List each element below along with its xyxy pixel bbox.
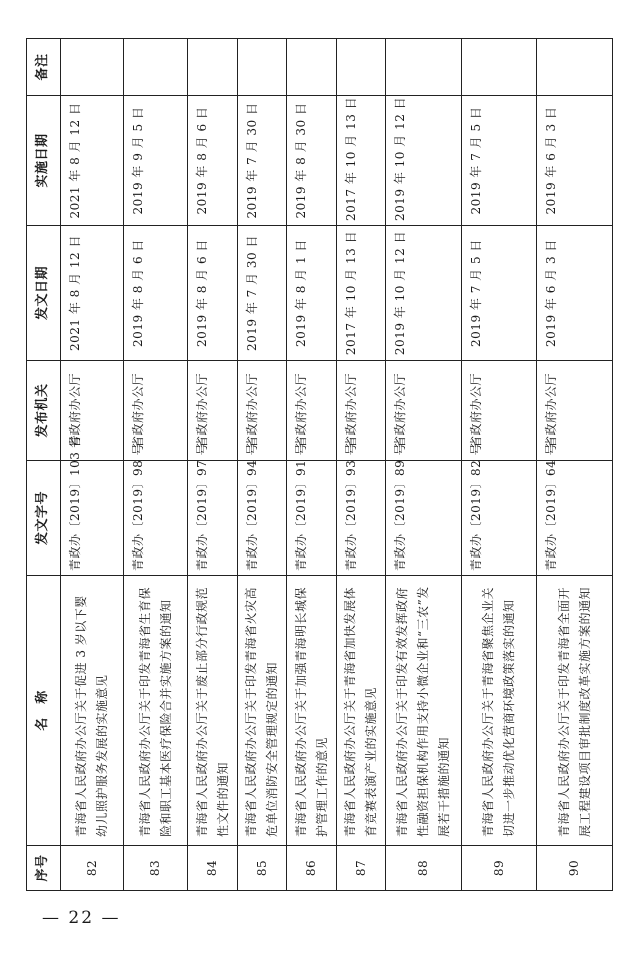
cell-effective-date: 2019 年 8 月 6 日 [188, 96, 238, 226]
header-issue-date: 发文日期 [27, 226, 61, 361]
table-row [462, 39, 537, 891]
cell-effective-date: 2019 年 7 月 30 日 [237, 96, 287, 226]
cell-seq: 85 [237, 846, 287, 891]
cell-doc-no: 青政办〔2019〕82 号 [462, 461, 537, 576]
table-header-row [27, 39, 61, 891]
cell-issue-date: 2019 年 8 月 6 日 [124, 226, 188, 361]
cell-issuer: 省政府办公厅 [237, 361, 287, 461]
cell-seq: 84 [188, 846, 238, 891]
regulations-table [26, 38, 613, 891]
cell-remarks [287, 39, 337, 96]
table-row [386, 39, 462, 891]
cell-effective-date: 2019 年 6 月 3 日 [537, 96, 613, 226]
cell-remarks [188, 39, 238, 96]
cell-doc-no: 青政办〔2019〕98 号 [124, 461, 188, 576]
cell-effective-date: 2021 年 8 月 12 日 [61, 96, 124, 226]
cell-issue-date: 2021 年 8 月 12 日 [61, 226, 124, 361]
cell-name: 青海省人民政府办公厅关于废止部分行政规范性文件的通知 [188, 576, 238, 846]
cell-name: 青海省人民政府办公厅关于印发有效发挥政府性融资担保机构作用支持小微企业和“三农”发展若干措施的通知 [386, 576, 462, 846]
cell-effective-date: 2019 年 9 月 5 日 [124, 96, 188, 226]
table-row [287, 39, 337, 891]
cell-effective-date: 2017 年 10 月 13 日 [336, 96, 386, 226]
cell-name: 青海省人民政府办公厅关于加强青海明长城保护管理工作的意见 [287, 576, 337, 846]
cell-issue-date: 2019 年 8 月 6 日 [188, 226, 238, 361]
cell-issuer: 省政府办公厅 [61, 361, 124, 461]
cell-remarks [336, 39, 386, 96]
table-row [61, 39, 124, 891]
cell-name: 青海省人民政府办公厅关于印发青海省火灾高危单位消防安全管理规定的通知 [237, 576, 287, 846]
table-row [188, 39, 238, 891]
cell-doc-no: 青政办〔2019〕103 号 [61, 461, 124, 576]
cell-remarks [237, 39, 287, 96]
cell-name: 青海省人民政府办公厅关于印发青海省全面开展工程建设项目审批制度改革实施方案的通知 [537, 576, 613, 846]
cell-seq: 89 [462, 846, 537, 891]
cell-issue-date: 2019 年 7 月 5 日 [462, 226, 537, 361]
header-name: 名 称 [27, 576, 61, 846]
cell-seq: 90 [537, 846, 613, 891]
cell-remarks [386, 39, 462, 96]
cell-effective-date: 2019 年 10 月 12 日 [386, 96, 462, 226]
cell-name: 青海省人民政府办公厅关于印发青海省生育保险和职工基本医疗保险合并实施方案的通知 [124, 576, 188, 846]
cell-doc-no: 青政办〔2019〕91 号 [287, 461, 337, 576]
cell-issuer: 省政府办公厅 [462, 361, 537, 461]
cell-remarks [537, 39, 613, 96]
cell-doc-no: 青政办〔2019〕94 号 [237, 461, 287, 576]
cell-remarks [462, 39, 537, 96]
rotated-table-wrapper [26, 39, 613, 891]
cell-seq: 87 [336, 846, 386, 891]
table-row [124, 39, 188, 891]
cell-seq: 82 [61, 846, 124, 891]
table-row [336, 39, 386, 891]
table-row [537, 39, 613, 891]
header-issuer: 发布机关 [27, 361, 61, 461]
cell-doc-no: 青政办〔2019〕64 号 [537, 461, 613, 576]
cell-seq: 83 [124, 846, 188, 891]
header-doc-no: 发文字号 [27, 461, 61, 576]
cell-doc-no: 青政办〔2019〕89 号 [386, 461, 462, 576]
cell-name: 青海省人民政府办公厅关于青海省聚焦企业关切进一步推动优化营商环境政策落实的通知 [462, 576, 537, 846]
page-number: — 22 — [42, 908, 121, 928]
cell-issuer: 省政府办公厅 [386, 361, 462, 461]
cell-remarks [61, 39, 124, 96]
cell-seq: 86 [287, 846, 337, 891]
header-effective-date: 实施日期 [27, 96, 61, 226]
cell-issuer: 省政府办公厅 [287, 361, 337, 461]
cell-remarks [124, 39, 188, 96]
cell-seq: 88 [386, 846, 462, 891]
cell-issuer: 省政府办公厅 [124, 361, 188, 461]
cell-doc-no: 青政办〔2019〕93 号 [336, 461, 386, 576]
cell-issue-date: 2019 年 7 月 30 日 [237, 226, 287, 361]
cell-effective-date: 2019 年 8 月 30 日 [287, 96, 337, 226]
cell-name: 青海省人民政府办公厅关于青海省加快发展体育竞赛表演产业的实施意见 [336, 576, 386, 846]
cell-issue-date: 2019 年 10 月 12 日 [386, 226, 462, 361]
cell-issue-date: 2017 年 10 月 13 日 [336, 226, 386, 361]
cell-name: 青海省人民政府办公厅关于促进 3 岁以下婴幼儿照护服务发展的实施意见 [61, 576, 124, 846]
cell-doc-no: 青政办〔2019〕97 号 [188, 461, 238, 576]
cell-issue-date: 2019 年 6 月 3 日 [537, 226, 613, 361]
header-remarks: 备注 [27, 39, 61, 96]
cell-issuer: 省政府办公厅 [336, 361, 386, 461]
cell-effective-date: 2019 年 7 月 5 日 [462, 96, 537, 226]
cell-issue-date: 2019 年 8 月 1 日 [287, 226, 337, 361]
cell-issuer: 省政府办公厅 [188, 361, 238, 461]
header-seq: 序号 [27, 846, 61, 891]
table-row [237, 39, 287, 891]
cell-issuer: 省政府办公厅 [537, 361, 613, 461]
